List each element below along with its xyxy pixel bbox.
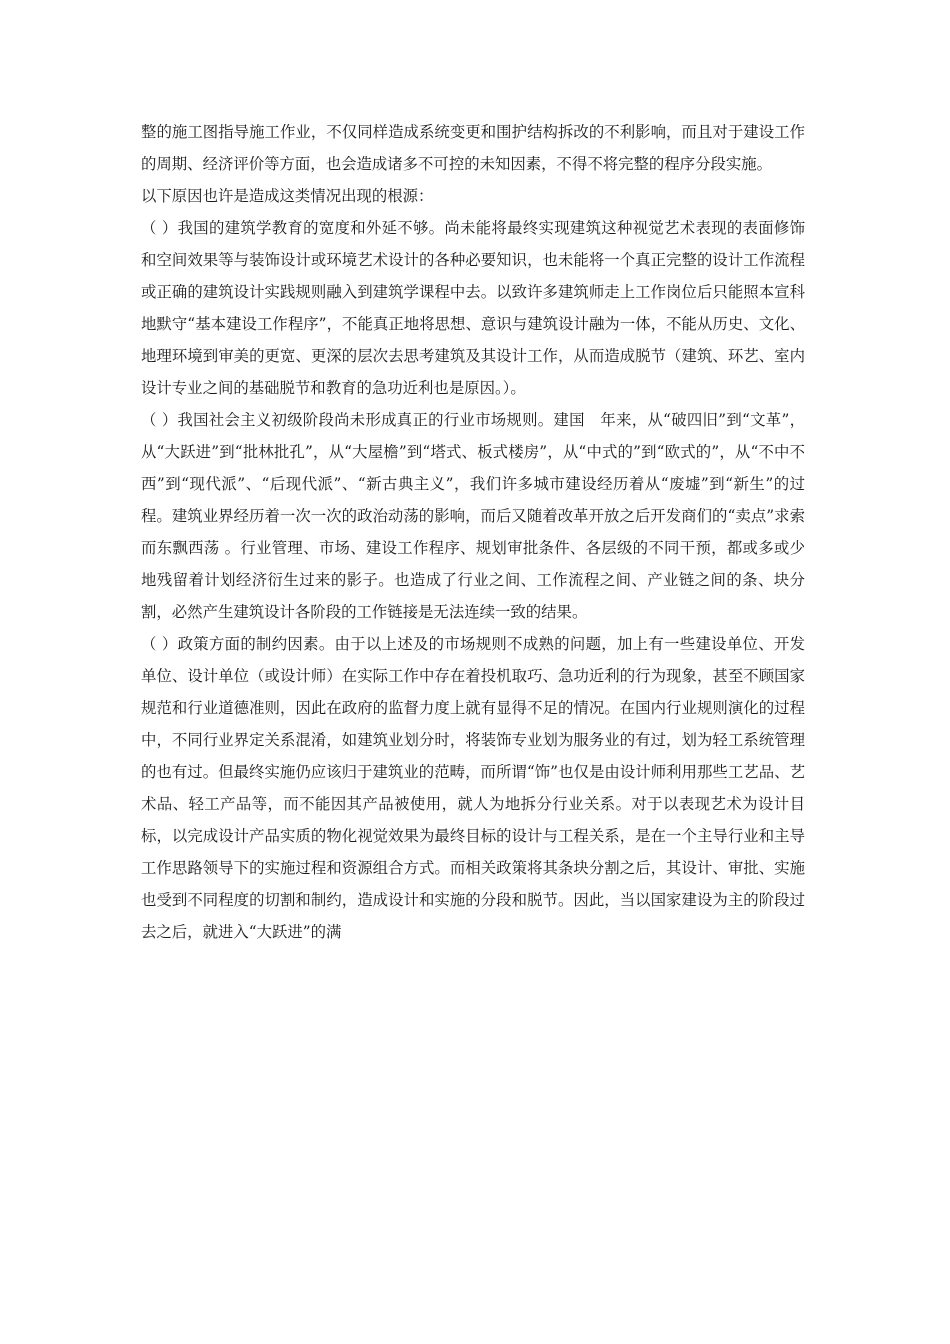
paragraph-reason-education: （ ）我国的建筑学教育的宽度和外延不够。尚未能将最终实现建筑这种视觉艺术表现的表面修饰和空间效果等与装饰设计或环境艺术设计的各种必要知识，也未能将一个真正完整的设计工作流程或正确的建筑设计实践规则融入到建筑学课程中去。以致许多建筑师走上工作岗位后只能照本宣科地默守“基本建设工作程序”，不能真正地将思想、意识与建筑设计融为一体，不能从历史、文化、地理环境到审美的更宽、更深的层次去思考建筑及其设计工作，从而造成脱节（建筑、环艺、室内设计专业之间的基础脱节和教育的急功近利也是原因。）。 bbox=[141, 219, 805, 397]
paragraph-intro: 以下原因也许是造成这类情况出现的根源： bbox=[141, 187, 434, 205]
paragraph-reason-market: （ ）我国社会主义初级阶段尚未形成真正的行业市场规则。建国 年来，从“破四旧”到“文革”，从“大跃进”到“批林批孔”，从“大屋檐”到“塔式、板式楼房”，从“中式的”到“欧式的”，从“不中不西”到“现代派”、“后现代派”、“新古典主义”，我们许多城市建设经历着从“废墟”到“新生”的过程。建筑业界经历着一次一次的政治动荡的影响，而后又随着改革开放之后开发商们的“卖点”求索而东飘西荡 。行业管理、市场、建设工作程序、规划审批条件、各层级的不同干预，都或多或少地残留着计划经济衍生过来的影子。也造成了行业之间、工作流程之间、产业链之间的条、块分割，必然产生建筑设计各阶段的工作链接是无法连续一致的结果。 bbox=[141, 411, 805, 621]
document-body bbox=[141, 116, 805, 948]
paragraph-continuation: 整的施工图指导施工作业，不仅同样造成系统变更和围护结构拆改的不利影响，而且对于建设工作的周期、经济评价等方面，也会造成诸多不可控的未知因素，不得不将完整的程序分段实施。 bbox=[141, 123, 805, 173]
paragraph-reason-policy: （ ）政策方面的制约因素。由于以上述及的市场规则不成熟的问题，加上有一些建设单位、开发单位、设计单位（或设计师）在实际工作中存在着投机取巧、急功近利的行为现象，甚至不顾国家规范和行业道德准则，因此在政府的监督力度上就有显得不足的情况。在国内行业规则演化的过程中，不同行业界定关系混淆，如建筑业划分时，将装饰专业划为服务业的有过，划为轻工系统管理的也有过。但最终实施仍应该归于建筑业的范畴，而所谓“饰”也仅是由设计师利用那些工艺品、艺术品、轻工产品等，而不能因其产品被使用，就人为地拆分行业关系。对于以表现艺术为设计目标，以完成设计产品实质的物化视觉效果为最终目标的设计与工程关系，是在一个主导行业和主导工作思路领导下的实施过程和资源组合方式。而相关政策将其条块分割之后，其设计、审批、实施也受到不同程度的切割和制约，造成设计和实施的分段和脱节。因此，当以国家建设为主的阶段过去之后，就进入“大跃进”的满 bbox=[141, 635, 805, 941]
